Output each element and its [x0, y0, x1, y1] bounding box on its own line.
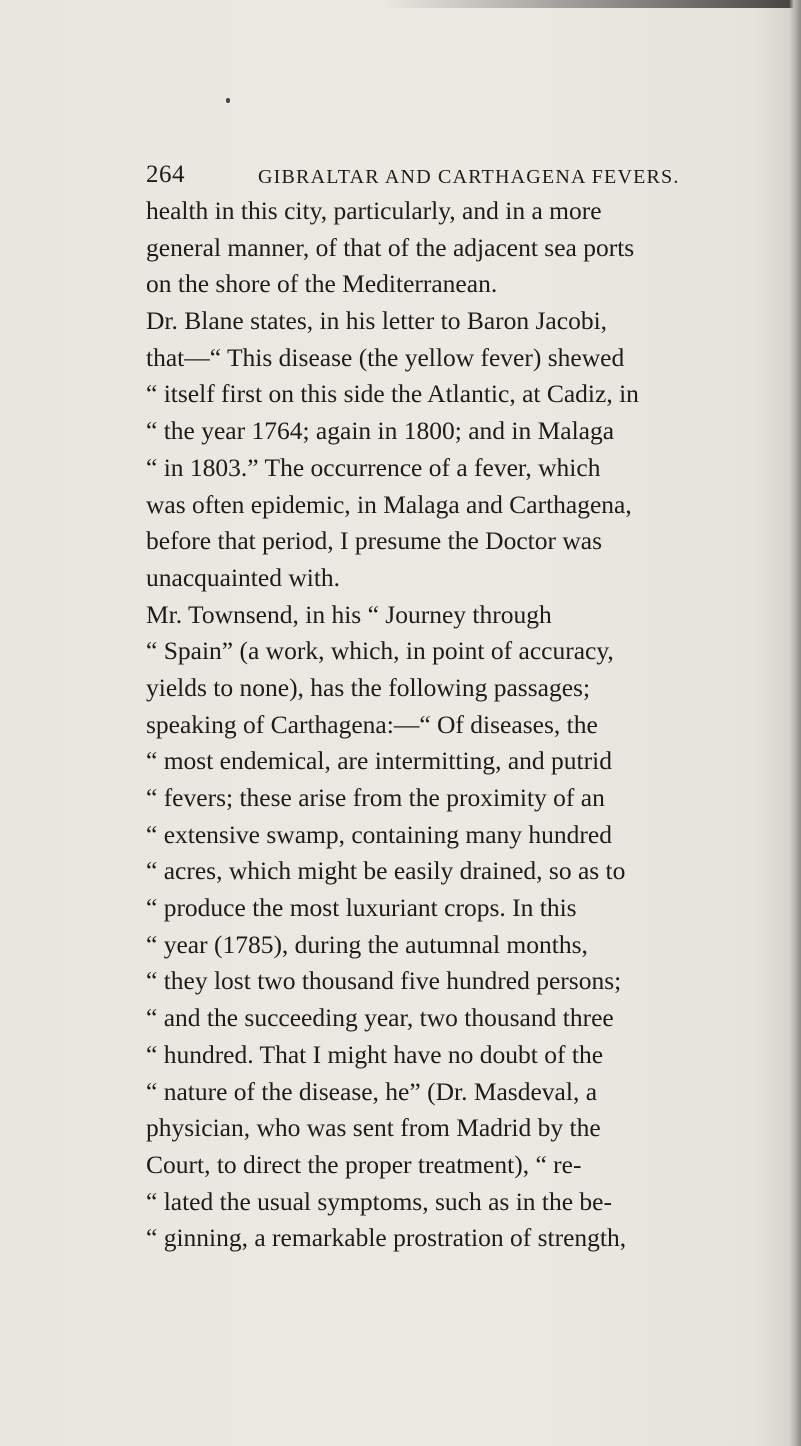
- text-line: on the shore of the Mediterranean.: [146, 269, 498, 299]
- text-line: physician, who was sent from Madrid by the: [146, 1113, 601, 1143]
- text-line: health in this city, particularly, and in a more: [146, 196, 602, 225]
- ink-speck: [226, 98, 230, 103]
- text-line: general manner, of that of the adjacent sea ports: [146, 232, 635, 262]
- text-line: “ most endemical, are intermitting, and putrid: [146, 746, 612, 776]
- text-line: unacquainted with.: [146, 562, 341, 592]
- text-line: “ nature of the disease, he” (Dr. Masdeval, a: [146, 1076, 598, 1106]
- page-edge-shadow: [789, 0, 801, 1446]
- text-line: Court, to direct the proper treatment), “ re-: [146, 1149, 582, 1179]
- text-line: “ Spain” (a work, which, in point of accuracy,: [146, 636, 614, 666]
- text-line: “ year (1785), during the autumnal months,: [146, 929, 588, 959]
- text-line: “ extensive swamp, containing many hundred: [146, 819, 612, 849]
- text-line: “ in 1803.” The occurrence of a fever, which: [146, 452, 601, 482]
- body-text: [146, 193, 686, 1257]
- text-line: “ lated the usual symptoms, such as in the be-: [146, 1186, 612, 1216]
- text-line: “ acres, which might be easily drained, so as to: [146, 856, 626, 886]
- page-number: 264: [146, 161, 185, 188]
- text-line: “ fevers; these arise from the proximity of an: [146, 783, 605, 812]
- text-line: that—“ This disease (the yellow fever) shewed: [146, 342, 625, 372]
- text-line: “ hundred. That I might have no doubt of the: [146, 1039, 604, 1069]
- text-line: “ they lost two thousand five hundred persons;: [146, 966, 622, 996]
- page-header: [146, 158, 686, 194]
- text-line: was often epidemic, in Malaga and Carthagena,: [146, 489, 632, 519]
- text-line: “ and the succeeding year, two thousand three: [146, 1003, 614, 1033]
- text-line: Dr. Blane states, in his letter to Baron Jacobi,: [146, 306, 608, 336]
- text-line: “ ginning, a remarkable prostration of strength,: [146, 1223, 627, 1253]
- text-line: “ itself first on this side the Atlantic, at Cadiz, in: [146, 379, 639, 409]
- text-line: speaking of Carthagena:—“ Of diseases, the: [146, 709, 598, 739]
- text-line: Mr. Townsend, in his “ Journey through: [146, 599, 552, 629]
- running-head: GIBRALTAR AND CARTHAGENA FEVERS.: [258, 166, 680, 188]
- text-line: yields to none), has the following passages;: [146, 672, 591, 702]
- text-line: before that period, I presume the Doctor was: [146, 526, 602, 556]
- text-line: “ the year 1764; again in 1800; and in Malaga: [146, 416, 615, 446]
- text-line: “ produce the most luxuriant crops. In this: [146, 893, 577, 923]
- top-edge-shadow: [380, 0, 801, 8]
